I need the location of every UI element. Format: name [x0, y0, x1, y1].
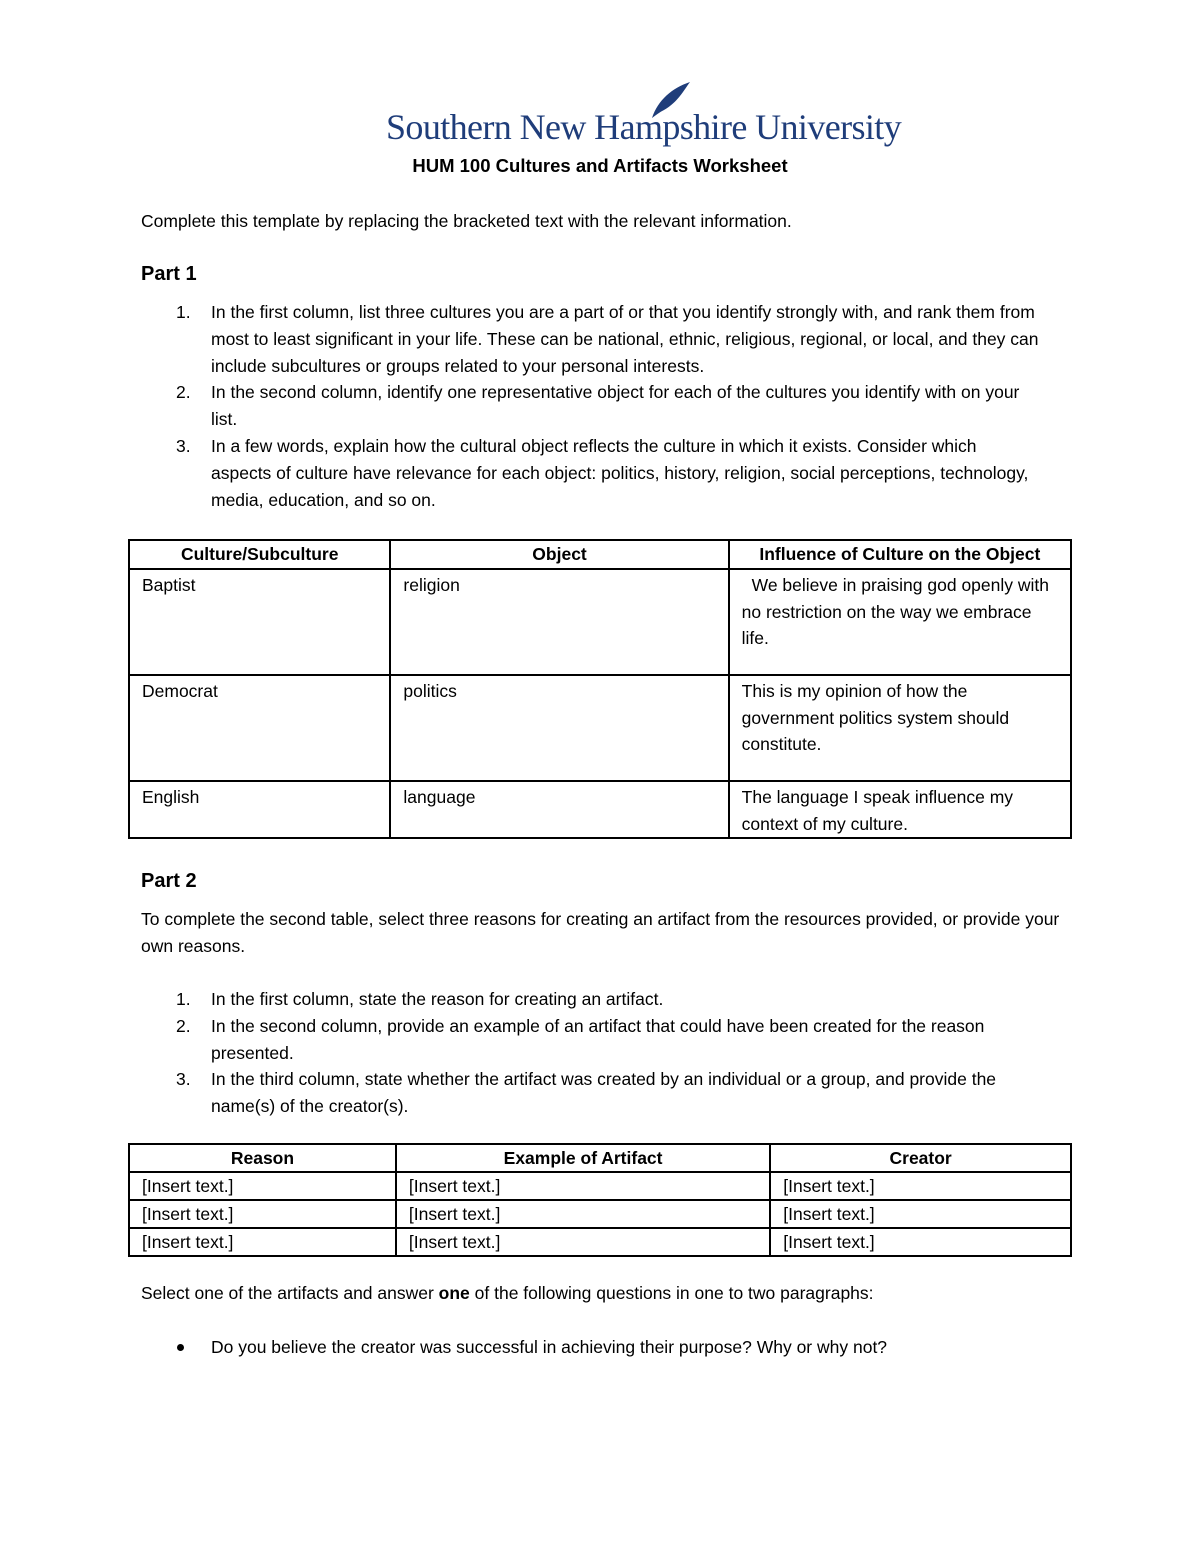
list-item: 3. In a few words, explain how the cultural object reflects the culture in which it exists. Consider which aspects of culture have relevance for each object: politics, history, religion, social perceptions, technology, media, education, and so on. [176, 435, 1029, 510]
culture-table [128, 539, 1072, 839]
table-cell[interactable]: [Insert text.] [396, 1200, 770, 1228]
step-text: In the third column, state whether the artifact was created by an individual or a group, and provide the name(s) of the creator(s). [211, 1069, 997, 1117]
list-item: 1. In the first column, state the reason for creating an artifact. [176, 989, 664, 1009]
column-header: Reason [129, 1144, 396, 1172]
emphasis-word: one [438, 1283, 470, 1303]
table-cell[interactable]: language [390, 781, 728, 838]
step-text: In the second column, identify one representative object for each of the cultures you identify with on your list. [211, 382, 1020, 430]
list-item: 2. In the second column, provide an example of an artifact that could have been created for the reason presented. [176, 1015, 985, 1063]
table-cell[interactable]: [Insert text.] [770, 1200, 1071, 1228]
intro-text: Complete this template by replacing the bracketed text with the relevant information. [141, 211, 792, 231]
table-row [129, 1200, 1071, 1228]
table-cell[interactable]: [Insert text.] [770, 1228, 1071, 1256]
table-cell[interactable]: [Insert text.] [129, 1228, 396, 1256]
table-cell[interactable]: We believe in praising god openly with no restriction on the way we embrace life. [729, 569, 1071, 675]
table-row [129, 569, 1071, 675]
table-cell[interactable]: [Insert text.] [129, 1172, 396, 1200]
part1-instructions [141, 299, 1041, 513]
step-text: In a few words, explain how the cultural object reflects the culture in which it exists. Consider which aspects of culture have relevance for each object: politics, history, religion, social perceptions, technology, media, education, and so on. [211, 435, 1029, 510]
artifact-table [128, 1143, 1072, 1257]
university-logo [386, 80, 902, 150]
table-cell[interactable]: politics [390, 675, 728, 781]
list-item: 3. In the third column, state whether the artifact was created by an individual or a group, and provide the name(s) of the creator(s). [176, 1069, 997, 1117]
table-cell[interactable]: [Insert text.] [770, 1172, 1071, 1200]
table-row [129, 1172, 1071, 1200]
column-header: Creator [770, 1144, 1071, 1172]
table-row [129, 675, 1071, 781]
column-header: Object [390, 540, 728, 569]
logo-wordmark: Southern New Hampshire University [386, 107, 902, 147]
column-header: Influence of Culture on the Object [729, 540, 1071, 569]
table-row [129, 781, 1071, 838]
question-text: Do you believe the creator was successful in achieving their purpose? Why or why not? [211, 1337, 888, 1357]
table-cell[interactable]: religion [390, 569, 728, 675]
table-cell[interactable]: The language I speak influence my context of my culture. [729, 781, 1071, 838]
list-item: 1. In the first column, list three cultures you are a part of or that you identify strongly with, and rank them from most to least significant in your life. These can be national, ethnic, religious, regional, or local, and they can include subcultures or groups related to your personal interests. [176, 302, 1039, 376]
table-header-row [129, 540, 1071, 569]
table-cell[interactable]: [Insert text.] [396, 1172, 770, 1200]
list-item: 2. In the second column, identify one representative object for each of the cultures you identify with on your list. [176, 382, 1020, 430]
table-cell[interactable]: This is my opinion of how the government politics system should constitute. [729, 675, 1071, 781]
part2-intro: To complete the second table, select three reasons for creating an artifact from the resources provided, or provide your own reasons. [141, 909, 1060, 956]
table-cell[interactable]: [Insert text.] [129, 1200, 396, 1228]
part1-heading: Part 1 [141, 263, 197, 285]
table-row [129, 1228, 1071, 1256]
column-header: Culture/Subculture [129, 540, 390, 569]
table-header-row [129, 1144, 1071, 1172]
part2-instructions [141, 986, 1041, 1120]
table-cell[interactable]: English [129, 781, 390, 838]
table-cell[interactable]: Democrat [129, 675, 390, 781]
table-cell[interactable]: Baptist [129, 569, 390, 675]
step-text: In the first column, state the reason for creating an artifact. [211, 989, 664, 1009]
column-header: Example of Artifact [396, 1144, 770, 1172]
part2-heading: Part 2 [141, 870, 197, 892]
bullet-icon [177, 1344, 184, 1351]
step-text: In the first column, list three cultures you are a part of or that you identify strongly with, and rank them from most to least significant in your life. These can be national, ethnic, religious, regional, or local, and they can include subcultures or groups related to your personal interests. [211, 302, 1039, 376]
step-text: In the second column, provide an example of an artifact that could have been created for the reason presented. [211, 1015, 985, 1063]
document-title: HUM 100 Cultures and Artifacts Worksheet [412, 155, 788, 176]
select-prompt: Select one of the artifacts and answer one of the following questions in one to two paragraphs: [141, 1283, 874, 1303]
table-cell[interactable]: [Insert text.] [396, 1228, 770, 1256]
